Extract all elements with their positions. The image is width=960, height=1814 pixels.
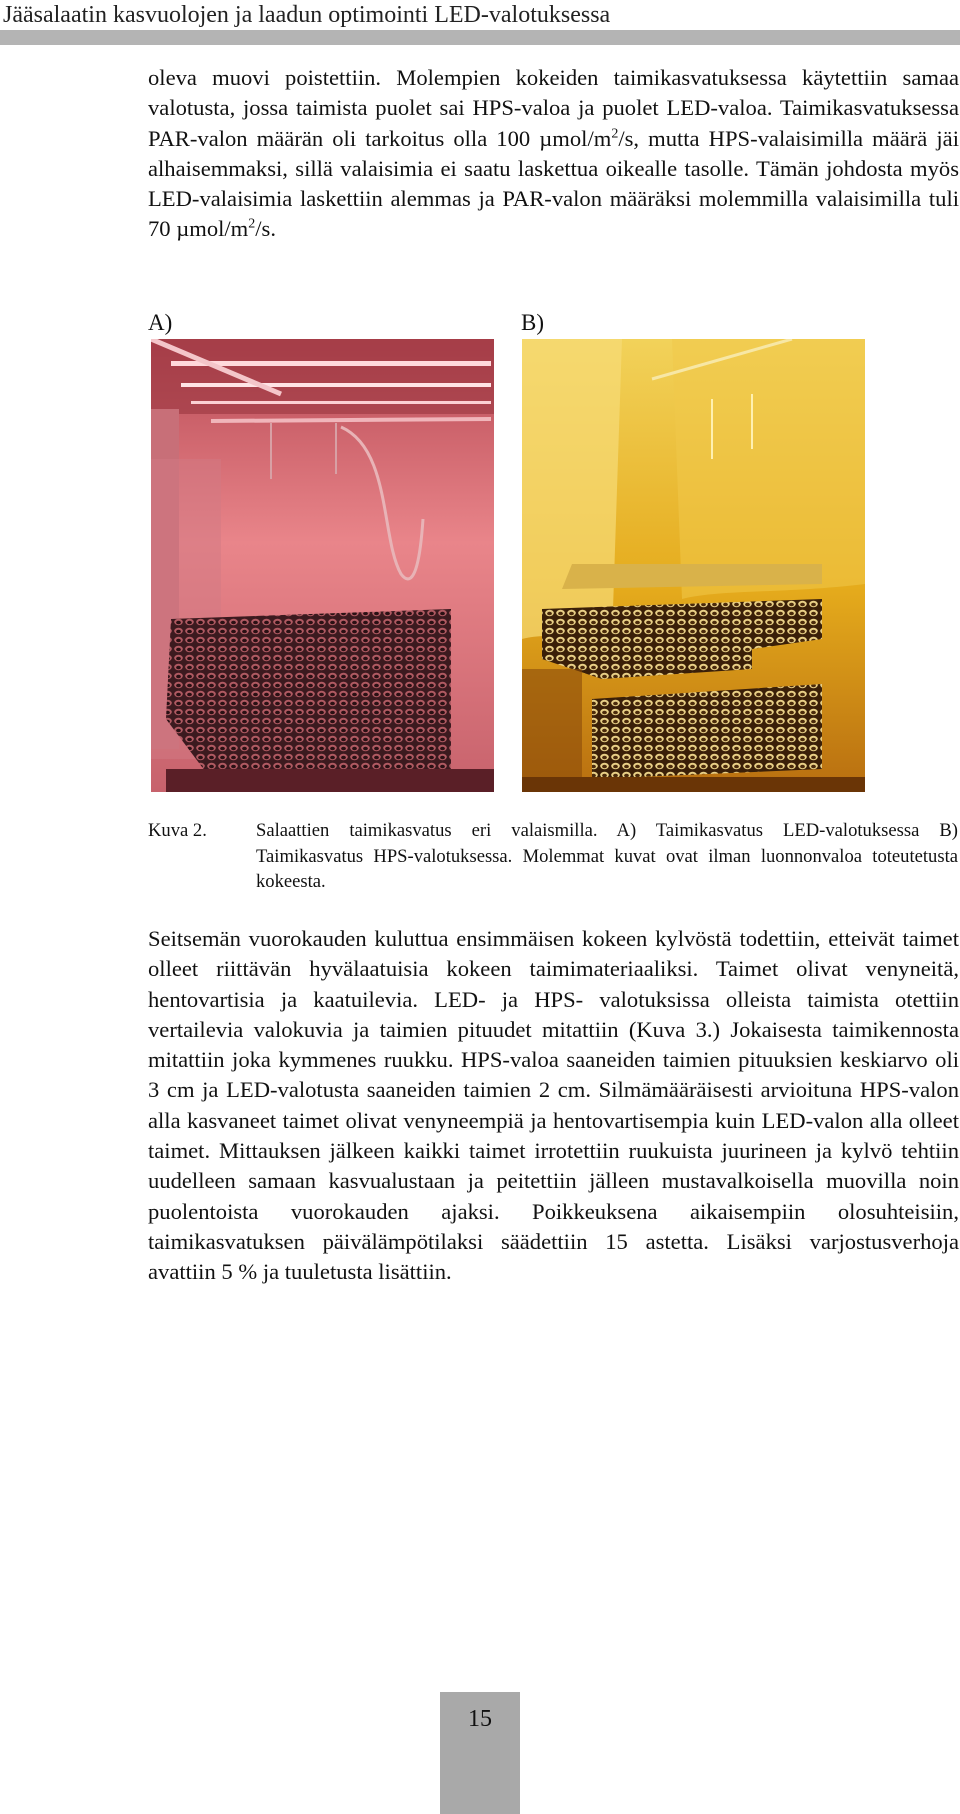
figure-label-b: B) (521, 310, 544, 335)
page-number-box (440, 1692, 520, 1814)
header-rule (0, 30, 960, 45)
paragraph-1-text-c: /s. (255, 216, 276, 242)
figure-caption-label: Kuva 2. (148, 820, 207, 841)
photo-hps-greenhouse (522, 339, 865, 792)
running-header-title: Jääsalaatin kasvuolojen ja laadun optimointi LED-valotuksessa (3, 2, 611, 28)
page-number: 15 (468, 1706, 492, 1732)
superscript-2: 2 (248, 216, 256, 232)
body-paragraph-1 (148, 63, 959, 245)
figure-label-a: A) (148, 310, 173, 335)
paragraph-1-text-a: oleva muovi poistettiin. Molempien kokeiden taimikasvatuksessa käytettiin samaa valotusta, jossa taimista puolet sai HPS-valoa ja puolet LED-valoa. Taimikasvatuksessa PAR-valon määrän oli tarkoitus olla 100 µmol/m (148, 65, 959, 151)
superscript-2: 2 (611, 126, 619, 142)
body-paragraph-2: Seitsemän vuorokauden kuluttua ensimmäisen kokeen kylvöstä todettiin, etteivät taimet olleet riittävän hyvälaatuisia kokeen taimimateriaaliksi. Taimet olivat venyneitä, hentovartisia ja kaatuilevia. LED- ja HPS- valotuksissa olleista taimista otettiin vertailevia valokuvia ja taimien pituudet mitattiin (Kuva 3.) Jokaisesta taimikennosta mitattiin joka kymmenes ruukku. HPS-valoa saaneiden taimien pituuksien keskiarvo oli 3 cm ja LED-valotusta saaneiden taimien 2 cm. Silmämääräisesti arvioituna HPS-valon alla kasvaneet taimet olivat venyneempiä ja hentovartisempia kuin LED-valon alla olleet taimet. Mittauksen jälkeen kaikki taimet irrotettiin ruukuista juurineen ja kylvö tehtiin uudelleen samaan kasvualustaan ja peitettiin jälleen mustavalkoisella muovilla noin puolentoista vuorokauden ajaksi. Poikkeuksena aikaisempiin olosuhteisiin, taimikasvatuksen päivälämpötilaksi säädettiin 15 astetta. Lisäksi varjostusverhoja avattiin 5 % ja tuuletusta lisättiin. (148, 926, 959, 1285)
figure-caption-text: Salaattien taimikasvatus eri valaismilla. A) Taimikasvatus LED-valotuksessa B) Taimikasvatus HPS-valotuksessa. Molemmat kuvat ovat ilman luonnonvaloa toteutetusta kokeesta. (256, 820, 958, 892)
photo-led-greenhouse (151, 339, 494, 792)
paragraph-1-text-b: /s, mutta HPS-valaisimilla määrä jäi alhaisemmaksi, sillä valaisimia ei saatu laskettua oikealle tasolle. Tämän johdosta myös LED-valaisimia laskettiin alemmas ja PAR-valon määräksi molemmilla valaisimilla tuli 70 µmol/m (148, 125, 959, 242)
